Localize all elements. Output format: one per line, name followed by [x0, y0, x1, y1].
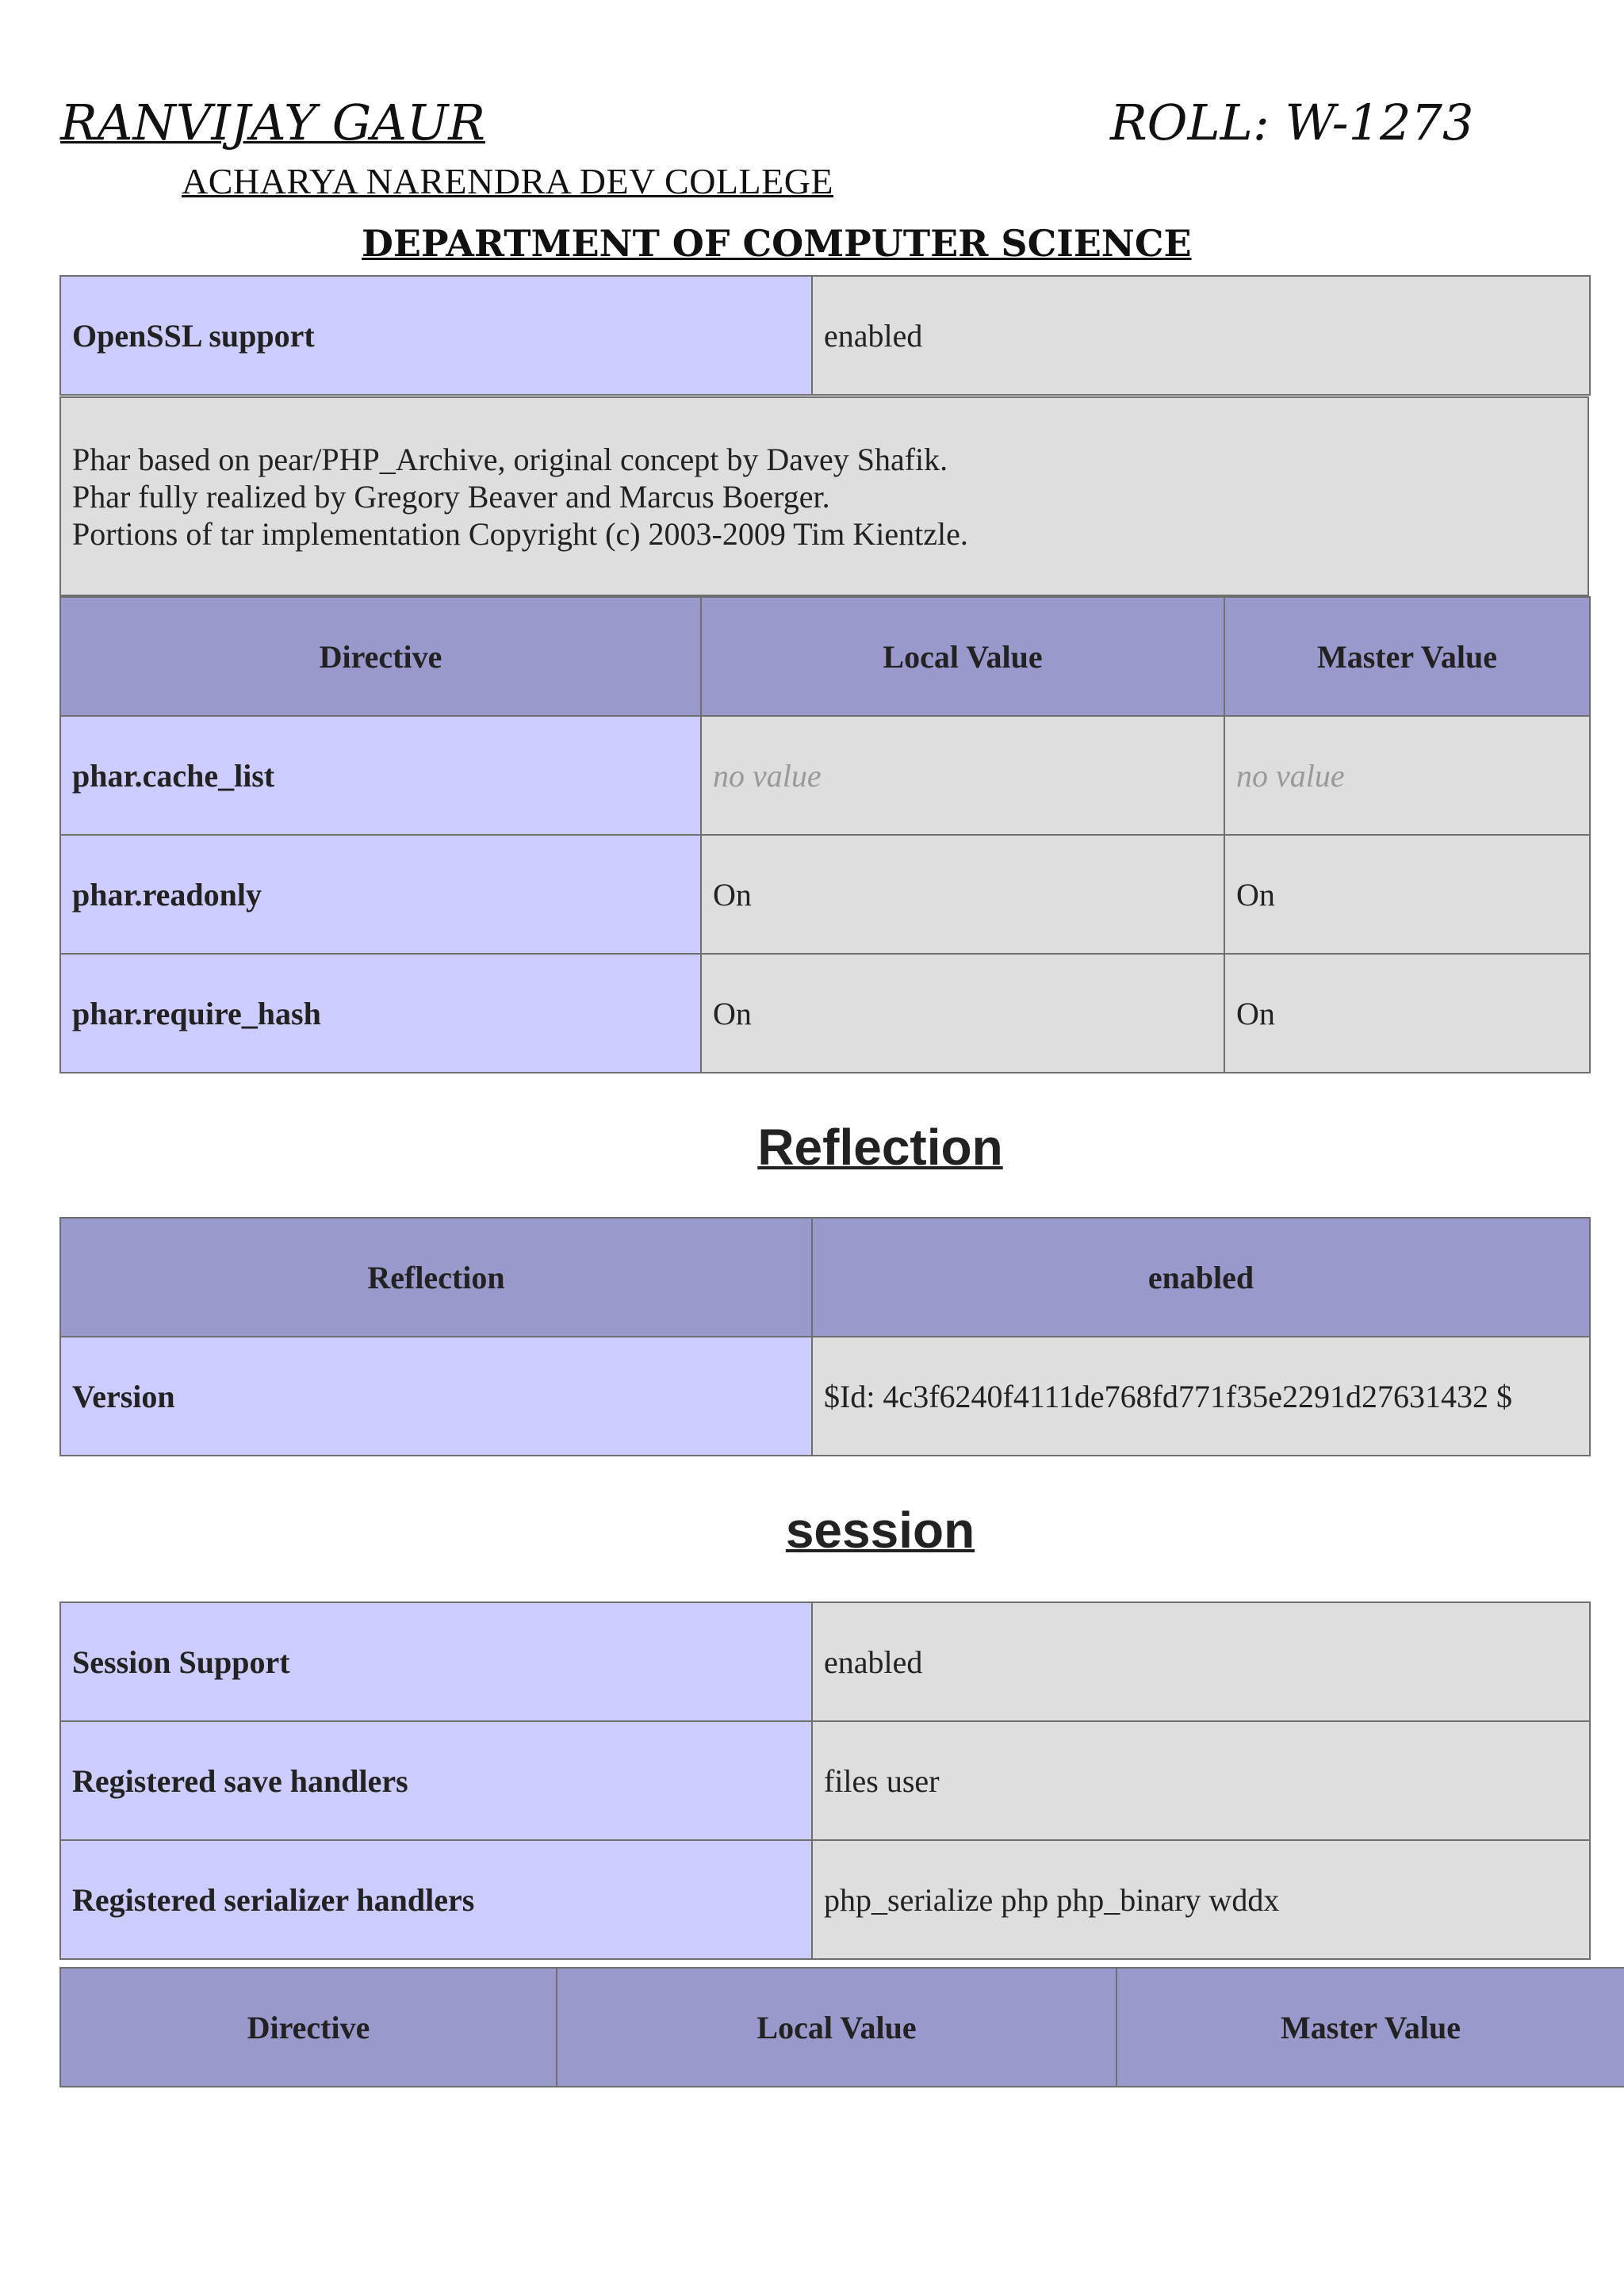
- session-label: Session Support: [60, 1602, 812, 1721]
- table-header-row: [60, 1968, 1624, 2087]
- master-value: no value: [1224, 716, 1590, 835]
- reflection-header-label: Reflection: [60, 1218, 812, 1337]
- col-master-value: Master Value: [1116, 1968, 1624, 2087]
- table-row: [60, 276, 1590, 395]
- college-name: ACHARYA NARENDRA DEV COLLEGE: [182, 161, 834, 201]
- session-label: Registered save handlers: [60, 1721, 812, 1840]
- credits-line: Portions of tar implementation Copyright (c) 2003-2009 Tim Kientzle.: [72, 515, 968, 552]
- session-table: [59, 1601, 1591, 1960]
- local-value: On: [701, 954, 1224, 1073]
- col-directive: Directive: [60, 1968, 557, 2087]
- master-value: On: [1224, 835, 1590, 954]
- session-directives-table: [59, 1967, 1624, 2087]
- col-local-value: Local Value: [557, 1968, 1116, 2087]
- session-value: php_serialize php php_binary wddx: [812, 1840, 1590, 1959]
- col-local-value: Local Value: [701, 597, 1224, 716]
- openssl-value: enabled: [812, 276, 1590, 395]
- col-directive: Directive: [60, 597, 701, 716]
- directive-name: phar.cache_list: [60, 716, 701, 835]
- reflection-header-value: enabled: [812, 1218, 1590, 1337]
- table-row: [60, 1602, 1590, 1721]
- student-name: RANVIJAY GAUR: [60, 94, 485, 151]
- directive-name: phar.readonly: [60, 835, 701, 954]
- session-value: enabled: [812, 1602, 1590, 1721]
- version-label: Version: [60, 1337, 812, 1456]
- table-row: [60, 1337, 1590, 1456]
- session-label: Registered serializer handlers: [60, 1840, 812, 1959]
- session-section-title: session: [785, 1502, 975, 1559]
- openssl-label: OpenSSL support: [60, 276, 812, 395]
- col-master-value: Master Value: [1224, 597, 1590, 716]
- credits-line: Phar based on pear/PHP_Archive, original concept by Davey Shafik.: [72, 441, 948, 477]
- phar-openssl-table: [59, 275, 1591, 396]
- table-row: [60, 835, 1590, 954]
- table-header-row: [60, 1218, 1590, 1337]
- version-value: $Id: 4c3f6240f4111de768fd771f35e2291d27631432 $: [812, 1337, 1590, 1456]
- local-value: no value: [701, 716, 1224, 835]
- phar-credits-table: [59, 396, 1589, 596]
- master-value: On: [1224, 954, 1590, 1073]
- table-row: [60, 954, 1590, 1073]
- table-row: [60, 1721, 1590, 1840]
- phar-credits: [60, 397, 1588, 595]
- table-header-row: [60, 597, 1590, 716]
- credits-line: Phar fully realized by Gregory Beaver and Marcus Boerger.: [72, 478, 830, 515]
- directive-name: phar.require_hash: [60, 954, 701, 1073]
- local-value: On: [701, 835, 1224, 954]
- table-row: [60, 397, 1588, 595]
- reflection-section-title: Reflection: [757, 1119, 1003, 1176]
- roll-number: ROLL: W-1273: [1110, 94, 1474, 151]
- phar-directives-table: [59, 596, 1591, 1073]
- table-row: [60, 716, 1590, 835]
- department-name: DEPARTMENT OF COMPUTER SCIENCE: [362, 222, 1192, 265]
- table-row: [60, 1840, 1590, 1959]
- reflection-table: [59, 1217, 1591, 1456]
- session-value: files user: [812, 1721, 1590, 1840]
